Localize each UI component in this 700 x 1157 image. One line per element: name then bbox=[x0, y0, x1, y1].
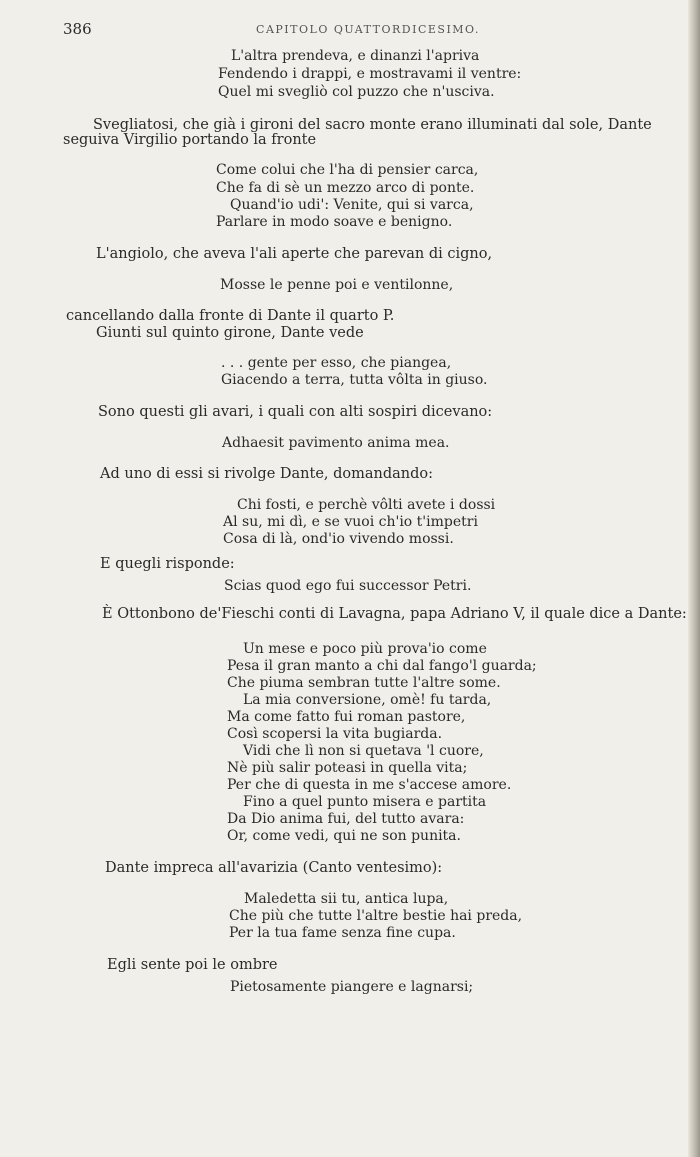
verse-line: Ma come fatto fui roman pastore, bbox=[227, 709, 466, 725]
verse-line: Fino a quel punto misera e partita bbox=[243, 794, 487, 810]
verse-line: Mosse le penne poi e ventilonne, bbox=[220, 277, 454, 293]
verse-line: Per la tua fame senza fine cupa. bbox=[229, 925, 456, 941]
verse-line: Fendendo i drappi, e mostravami il ventre: bbox=[218, 66, 522, 82]
running-head: CAPITOLO QUATTORDICESIMO. bbox=[256, 23, 480, 36]
verse-line: Quel mi svegliò col puzzo che n'usciva. bbox=[218, 84, 495, 100]
prose-line: L'angiolo, che aveva l'ali aperte che parevan di cigno, bbox=[96, 246, 493, 262]
prose-line: E quegli risponde: bbox=[100, 556, 235, 572]
verse-line: Da Dio anima fui, del tutto avara: bbox=[227, 811, 465, 827]
verse-line: Al su, mi dì, e se vuoi ch'io t'impetri bbox=[223, 514, 478, 530]
verse-line: Scias quod ego fui successor Petri. bbox=[224, 578, 472, 594]
verse-line: Chi fosti, e perchè vôlti avete i dossi bbox=[237, 497, 496, 513]
verse-line: Pesa il gran manto a chi dal fango'l guarda; bbox=[227, 658, 537, 674]
verse-line: Per che di questa in me s'accese amore. bbox=[227, 777, 512, 793]
prose-line: Egli sente poi le ombre bbox=[107, 957, 278, 973]
prose-line: cancellando dalla fronte di Dante il quarto P. bbox=[66, 308, 395, 324]
verse-line: . . . gente per esso, che piangea, bbox=[221, 355, 452, 371]
verse-line: Giacendo a terra, tutta vôlta in giuso. bbox=[221, 372, 488, 388]
verse-line: Maledetta sii tu, antica lupa, bbox=[244, 891, 449, 907]
verse-line: Vidi che lì non si quetava 'l cuore, bbox=[243, 743, 484, 759]
verse-line: Quand'io udi': Venite, qui si varca, bbox=[230, 197, 474, 213]
verse-line: Parlare in modo soave e benigno. bbox=[216, 214, 453, 230]
prose-line: Svegliatosi, che già i gironi del sacro monte erano illuminati dal sole, Dante bbox=[93, 117, 652, 133]
prose-line: Ad uno di essi si rivolge Dante, domandando: bbox=[100, 466, 434, 482]
verse-line: Nè più salir poteasi in quella vita; bbox=[227, 760, 468, 776]
verse-line: Che piuma sembran tutte l'altre some. bbox=[227, 675, 501, 691]
page-edge bbox=[688, 0, 700, 1157]
verse-line: Un mese e poco più prova'io come bbox=[243, 641, 487, 657]
page-number: 386 bbox=[63, 20, 92, 38]
verse-line: Come colui che l'ha di pensier carca, bbox=[216, 162, 479, 178]
prose-line: Sono questi gli avari, i quali con alti sospiri dicevano: bbox=[98, 404, 493, 420]
prose-line: Dante impreca all'avarizia (Canto ventesimo): bbox=[105, 860, 443, 876]
verse-line: Adhaesit pavimento anima mea. bbox=[222, 435, 450, 451]
prose-line: È Ottonbono de'Fieschi conti di Lavagna, papa Adriano V, il quale dice a Dante: bbox=[102, 606, 687, 622]
verse-line: La mia conversione, omè! fu tarda, bbox=[243, 692, 492, 708]
verse-line: Che fa di sè un mezzo arco di ponte. bbox=[216, 180, 475, 196]
verse-line: Che più che tutte l'altre bestie hai preda, bbox=[229, 908, 523, 924]
verse-line: Or, come vedi, qui ne son punita. bbox=[227, 828, 461, 844]
page-header bbox=[63, 20, 673, 40]
prose-line: seguiva Virgilio portando la fronte bbox=[63, 132, 317, 148]
verse-line: Cosa di là, ond'io vivendo mossi. bbox=[223, 531, 454, 547]
verse-line: L'altra prendeva, e dinanzi l'apriva bbox=[231, 48, 480, 64]
verse-line: Pietosamente piangere e lagnarsi; bbox=[230, 979, 474, 995]
verse-line: Così scopersi la vita bugiarda. bbox=[227, 726, 443, 742]
prose-line: Giunti sul quinto girone, Dante vede bbox=[96, 325, 364, 341]
